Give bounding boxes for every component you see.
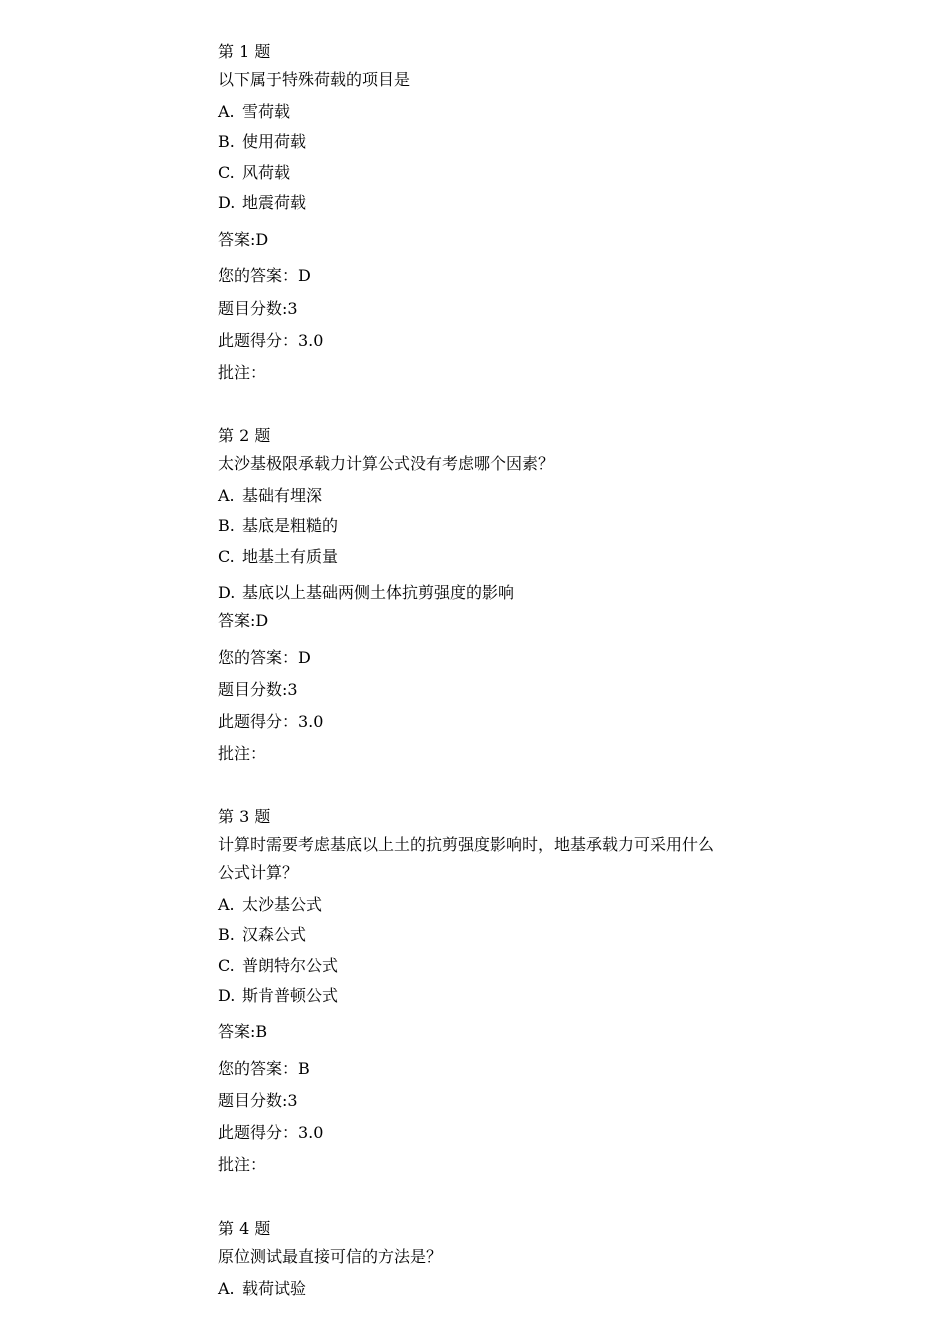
- option-text: 地基土有质量: [242, 547, 339, 566]
- option-text: 普朗特尔公式: [242, 956, 339, 975]
- option-text: 使用荷载: [242, 132, 307, 151]
- question-text: 太沙基极限承载力计算公式没有考虑哪个因素？: [218, 454, 555, 473]
- correct-answer: 答案:D: [218, 611, 269, 630]
- option-letter: C.: [218, 956, 235, 975]
- option-text: 基础有埋深: [242, 486, 323, 505]
- question-number: 第 2 题: [218, 426, 271, 445]
- option-b: [218, 132, 306, 152]
- option-d: [218, 583, 514, 603]
- option-d: [218, 986, 338, 1006]
- option-letter: D.: [218, 583, 236, 602]
- option-letter: D.: [218, 986, 236, 1005]
- option-d: [218, 193, 306, 213]
- option-letter: C.: [218, 163, 235, 182]
- correct-answer: 答案:D: [218, 230, 269, 249]
- question-score: 题目分数:3: [218, 299, 298, 318]
- question-number: 第 1 题: [218, 42, 271, 61]
- question-number: 第 4 题: [218, 1219, 271, 1238]
- option-text: 汉森公式: [242, 925, 307, 944]
- option-text: 斯肯普顿公式: [242, 986, 339, 1005]
- question-number: 第 3 题: [218, 807, 271, 826]
- question-text: 以下属于特殊荷载的项目是: [218, 70, 411, 89]
- earned-score: 此题得分：3.0: [218, 1123, 324, 1142]
- earned-score: 此题得分：3.0: [218, 331, 324, 350]
- question-score: 题目分数:3: [218, 1091, 298, 1110]
- option-a: [218, 1279, 306, 1299]
- option-letter: A.: [218, 895, 235, 914]
- question-text: 计算时需要考虑基底以上土的抗剪强度影响时，地基承载力可采用什么公式计算？: [218, 835, 715, 882]
- your-answer: 您的答案：D: [218, 648, 311, 667]
- option-text: 风荷载: [242, 163, 291, 182]
- option-a: [218, 895, 322, 915]
- option-c: [218, 956, 338, 976]
- earned-score: 此题得分：3.0: [218, 712, 324, 731]
- option-letter: B.: [218, 925, 235, 944]
- question-text: 原位测试最直接可信的方法是？: [218, 1247, 443, 1266]
- option-letter: A.: [218, 486, 235, 505]
- option-c: [218, 547, 338, 567]
- option-letter: A.: [218, 102, 235, 121]
- your-answer: 您的答案：D: [218, 266, 311, 285]
- note-label: 批注：: [218, 744, 267, 763]
- option-text: 载荷试验: [242, 1279, 307, 1298]
- option-c: [218, 163, 290, 183]
- option-b: [218, 516, 338, 536]
- option-text: 太沙基公式: [242, 895, 323, 914]
- option-a: [218, 486, 322, 506]
- option-letter: C.: [218, 547, 235, 566]
- option-a: [218, 102, 290, 122]
- option-text: 基底以上基础两侧土体抗剪强度的影响: [242, 583, 515, 602]
- your-answer: 您的答案：B: [218, 1059, 310, 1078]
- note-label: 批注：: [218, 363, 267, 382]
- option-letter: B.: [218, 132, 235, 151]
- option-letter: B.: [218, 516, 235, 535]
- option-letter: D.: [218, 193, 236, 212]
- option-letter: A.: [218, 1279, 235, 1298]
- correct-answer: 答案:B: [218, 1022, 268, 1041]
- question-score: 题目分数:3: [218, 680, 298, 699]
- option-b: [218, 925, 306, 945]
- option-text: 基底是粗糙的: [242, 516, 339, 535]
- note-label: 批注：: [218, 1155, 267, 1174]
- option-text: 地震荷载: [242, 193, 307, 212]
- option-text: 雪荷载: [242, 102, 291, 121]
